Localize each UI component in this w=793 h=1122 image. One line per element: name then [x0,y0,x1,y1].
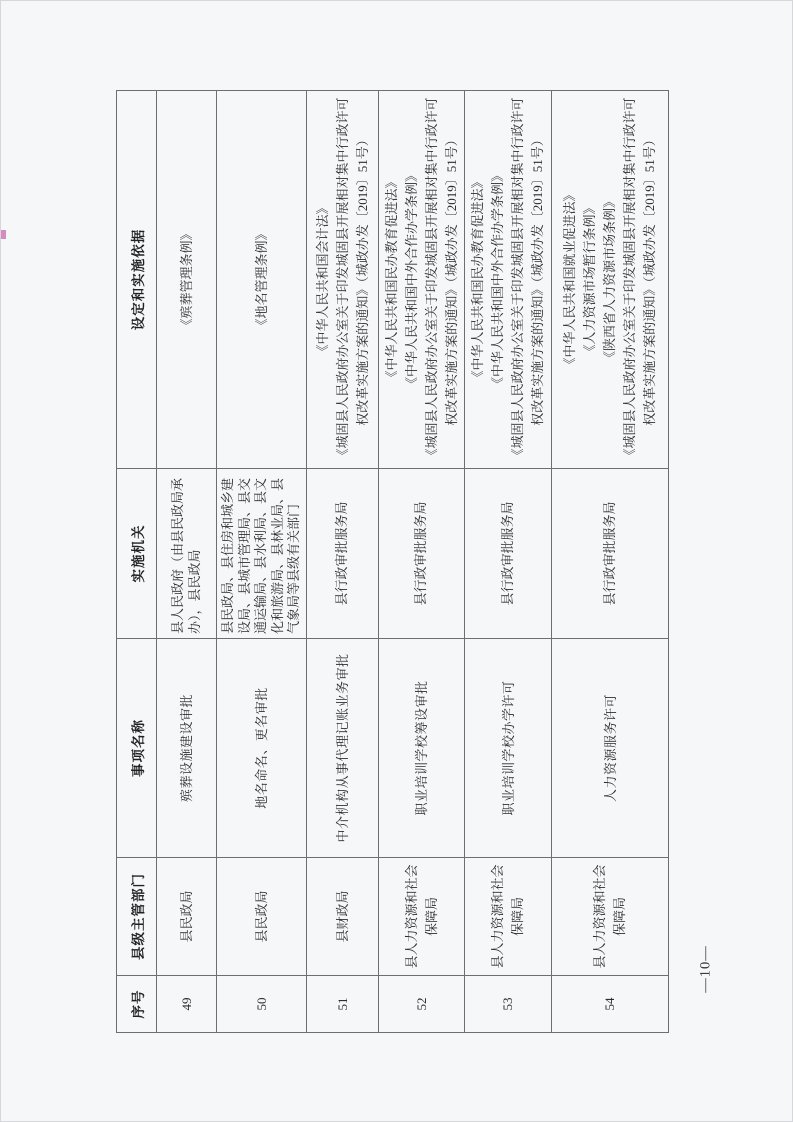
table-header-row [117,91,157,1033]
header-serial: 序号 [117,976,157,1033]
basis-entry: 《陕西省人力资源市场条例》 [602,195,617,365]
table-row [465,91,552,1033]
basis-entry: 《中华人民共和国民办教育促进法》 [383,175,399,384]
department-cell: 县财政局 [307,858,379,976]
item-name-cell: 地名命名、更名审批 [217,639,307,858]
basis-entry: 《城固县人民政府办公室关于印发城固县开展相对集中行政许可权改革实施方案的通知》（城政办发〔2019〕51号） [510,97,545,462]
basis-entry: 《中华人民共和国就业促进法》 [562,188,577,371]
agency-cell: 县民政局、县住房和城乡建设局、县城市管理局、县交通运输局、县水利局、县文化和旅游局、县林业局、县气象局等县级有关部门 [217,469,307,639]
basis-cell [307,91,379,469]
basis-entry: 《中华人民共和国中外合作办学条例》 [490,169,505,391]
agency-cell: 县行政审批服务局 [552,469,669,639]
header-agency: 实施机关 [117,469,157,639]
page-number: —10— [697,945,714,993]
approval-items-table [116,90,669,1033]
agency-cell: 县人民政府（由县民政局承办），县民政局 [157,469,217,639]
basis-entry: 《城固县人民政府办公室关于印发城固县开展相对集中行政许可权改革实施方案的通知》（城政办发〔2019〕51号） [423,97,459,462]
table-row [307,91,379,1033]
agency-cell: 县行政审批服务局 [379,469,465,639]
scan-artifact [1,230,6,239]
table-row [379,91,465,1033]
basis-entry: 《人力资源市场暂行条例》 [582,201,597,358]
basis-cell [157,91,217,469]
basis-entry: 《城固县人民政府办公室关于印发城固县开展相对集中行政许可权改革实施方案的通知》（城政办发〔2019〕51号） [334,97,370,462]
header-basis: 设定和实施依据 [117,91,157,469]
header-department: 县级主管部门 [117,858,157,976]
basis-entry: 《城固县人民政府办公室关于印发城固县开展相对集中行政许可权改革实施方案的通知》（城政办发〔2019〕51号） [622,97,657,462]
department-cell: 县民政局 [217,858,307,976]
basis-cell [552,91,669,469]
department-cell: 县人力资源和社会保障局 [465,858,552,976]
item-name-cell: 职业培训学校办学许可 [465,639,552,858]
basis-entry: 《中华人民共和国中外合作办学条例》 [403,169,419,391]
basis-entry: 《中华人民共和国民办教育促进法》 [470,175,485,384]
table-row [552,91,669,1033]
department-cell: 县民政局 [157,858,217,976]
item-name-cell: 人力资源服务许可 [552,639,669,858]
serial-cell: 50 [217,976,307,1033]
item-name-cell: 中介机构从事代理记账业务审批 [307,639,379,858]
basis-entry: 《中华人民共和国会计法》 [314,201,330,358]
department-cell: 县人力资源和社会保障局 [379,858,465,976]
serial-cell: 52 [379,976,465,1033]
department-cell: 县人力资源和社会保障局 [552,858,669,976]
header-item-name: 事项名称 [117,639,157,858]
basis-entry: 《殡葬管理条例》 [178,227,194,332]
serial-cell: 49 [157,976,217,1033]
serial-cell: 53 [465,976,552,1033]
agency-cell: 县行政审批服务局 [465,469,552,639]
rotated-table-container [116,91,668,1033]
agency-cell: 县行政审批服务局 [307,469,379,639]
basis-cell [465,91,552,469]
item-name-cell: 殡葬设施建设审批 [157,639,217,858]
table-row [157,91,217,1033]
table-row [217,91,307,1033]
basis-cell [379,91,465,469]
basis-cell [217,91,307,469]
basis-entry: 《地名管理条例》 [253,227,269,332]
serial-cell: 54 [552,976,669,1033]
serial-cell: 51 [307,976,379,1033]
item-name-cell: 职业培训学校筹设审批 [379,639,465,858]
